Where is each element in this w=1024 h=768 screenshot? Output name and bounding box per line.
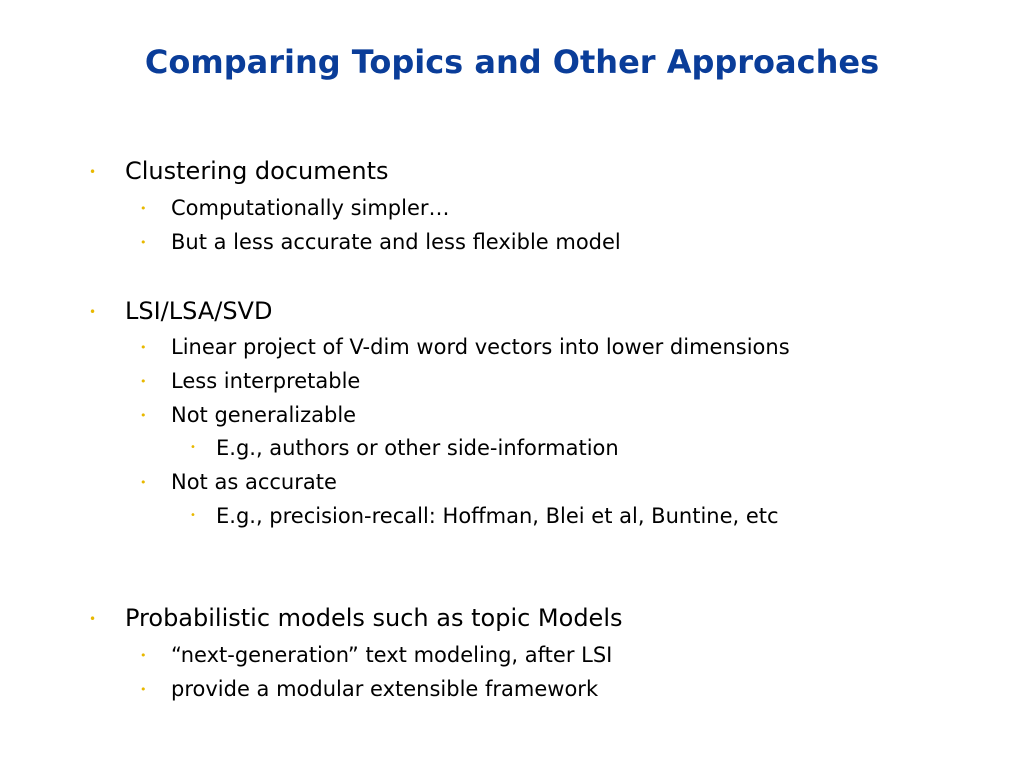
sub-bullet-item xyxy=(140,228,621,256)
sub-bullet-text: Not as accurate xyxy=(171,470,337,494)
bullet-dot-icon: • xyxy=(89,612,97,626)
sub-bullet-item xyxy=(140,194,450,222)
sub-bullet-item xyxy=(140,468,337,496)
bullet-dot-icon: • xyxy=(140,409,147,422)
sub-bullet-text: Less interpretable xyxy=(171,369,361,393)
bullet-item-lsi xyxy=(89,296,273,326)
bullet-text: Probabilistic models such as topic Models xyxy=(125,604,623,632)
bullet-text: Clustering documents xyxy=(125,157,389,185)
bullet-dot-icon: • xyxy=(89,165,97,179)
slide-title: Comparing Topics and Other Approaches xyxy=(144,43,880,81)
sub-bullet-text: Computationally simpler… xyxy=(171,196,450,220)
sub-bullet-text: “next-generation” text modeling, after LSI xyxy=(171,643,613,667)
bullet-item-clustering xyxy=(89,156,389,186)
bullet-dot-icon: • xyxy=(140,476,147,489)
sub-bullet-text: Not generalizable xyxy=(171,403,357,427)
sub-bullet-item xyxy=(140,641,613,669)
sub-bullet-text: provide a modular extensible framework xyxy=(171,677,599,701)
bullet-item-probabilistic xyxy=(89,603,623,633)
bullet-dot-icon: • xyxy=(140,236,147,249)
sub-bullet-text: But a less accurate and less flexible model xyxy=(171,230,621,254)
sub-sub-bullet-text: E.g., precision-recall: Hoffman, Blei et al, Buntine, etc xyxy=(216,504,779,528)
sub-sub-bullet-item xyxy=(190,434,619,462)
sub-bullet-text: Linear project of V-dim word vectors into lower dimensions xyxy=(171,335,790,359)
sub-bullet-item xyxy=(140,401,357,429)
bullet-dot-icon: • xyxy=(140,375,147,388)
sub-sub-bullet-text: E.g., authors or other side-information xyxy=(216,436,619,460)
bullet-dot-icon: • xyxy=(140,683,147,696)
bullet-dot-icon: • xyxy=(140,341,147,354)
bullet-dot-icon: • xyxy=(89,305,97,319)
bullet-dot-icon: • xyxy=(190,510,196,521)
sub-sub-bullet-item xyxy=(190,502,779,530)
sub-bullet-item xyxy=(140,333,790,361)
bullet-dot-icon: • xyxy=(140,202,147,215)
bullet-text: LSI/LSA/SVD xyxy=(125,297,273,325)
bullet-dot-icon: • xyxy=(190,442,196,453)
sub-bullet-item xyxy=(140,367,361,395)
bullet-dot-icon: • xyxy=(140,649,147,662)
sub-bullet-item xyxy=(140,675,599,703)
